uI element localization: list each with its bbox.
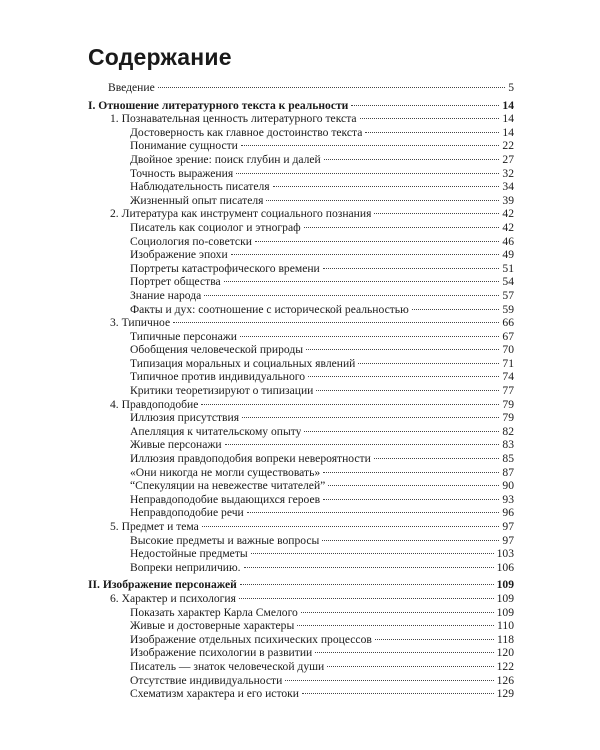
dot-leader [365,132,499,133]
toc-entry-label: Понимание сущности [130,139,238,153]
dot-leader [306,349,499,350]
toc-entry [88,561,514,575]
toc-entry-label: Типизация моральных и социальных явлений [130,356,356,370]
toc-entry-page: 96 [502,506,514,520]
toc-entry-page: 67 [502,329,514,343]
dot-leader [301,612,494,613]
toc-entry [88,221,514,235]
toc-entry-page: 70 [502,343,514,357]
toc-entry-label: 4. Правдоподобие [110,397,199,411]
toc-entry-page: 46 [502,234,514,248]
toc-entry [88,343,514,357]
toc-list [88,81,514,701]
toc-entry [88,411,514,425]
toc-entry [88,139,514,153]
toc-entry-page: 66 [502,316,514,330]
toc-entry-page: 71 [502,356,514,370]
toc-entry-page: 39 [502,193,514,207]
toc-entry-label: 2. Литература как инструмент социального познания [110,207,372,221]
dot-leader [239,598,494,599]
toc-entry-page: 34 [502,180,514,194]
toc-entry [88,479,514,493]
toc-entry [88,207,514,221]
toc-entry-label: Иллюзия правдоподобия вопреки невероятности [130,452,371,466]
toc-entry-label: Социология по-советски [130,234,252,248]
toc-entry [88,330,514,344]
toc-entry-label: Неправдоподобие речи [130,506,244,520]
toc-entry-page: 74 [502,370,514,384]
dot-leader [323,472,499,473]
dot-leader [202,526,500,527]
toc-entry [88,357,514,371]
toc-entry-label: 5. Предмет и тема [110,520,199,533]
toc-entry-label: Апелляция к читательскому опыту [130,424,302,438]
toc-entry [88,126,514,140]
toc-entry-page: 109 [496,605,514,619]
dot-leader [304,227,500,228]
toc-entry [88,303,514,317]
toc-entry [88,384,514,398]
toc-entry [88,112,514,126]
toc-entry [88,452,514,466]
toc-entry-page: 82 [502,424,514,438]
toc-entry-label: 3. Типичное [110,316,171,330]
toc-entry-page: 120 [496,646,514,660]
dot-leader [327,666,493,667]
toc-entry [88,619,514,633]
dot-leader [241,145,500,146]
toc-entry [88,370,514,384]
toc-entry-label: Живые и достоверные характеры [130,619,295,633]
toc-entry-label: Типичные персонажи [130,329,237,343]
toc-entry [88,534,514,548]
toc-entry-label: Писатель — знаток человеческой души [130,659,325,673]
toc-entry-page: 97 [502,520,514,533]
toc-entry-page: 42 [502,220,514,234]
toc-entry-label: Достоверность как главное достоинство текста [130,125,363,139]
toc-entry-page: 126 [496,673,514,687]
toc-entry [88,578,514,592]
toc-entry [88,99,514,113]
toc-entry-page: 93 [502,492,514,506]
toc-entry-page: 109 [496,578,514,592]
toc-entry-label: Изображение отдельных психических процессов [130,632,372,646]
toc-entry-label: Иллюзия присутствия [130,411,240,425]
dot-leader [304,431,499,432]
dot-leader [240,336,499,337]
toc-entry-page: 79 [502,397,514,411]
toc-entry [88,606,514,620]
toc-entry-page: 51 [502,261,514,275]
toc-entry-label: 1. Познавательная ценность литературного текста [110,112,357,126]
toc-entry-page: 5 [508,81,514,94]
dot-leader [285,680,493,681]
toc-entry-label: Недостойные предметы [130,547,248,561]
dot-leader [251,553,494,554]
toc-entry [88,275,514,289]
toc-entry-page: 110 [497,619,514,633]
toc-entry-label: Высокие предметы и важные вопросы [130,533,320,547]
dot-leader [242,417,499,418]
dot-leader [231,254,500,255]
dot-leader [324,159,500,160]
toc-entry-label: Схематизм характера и его истоки [130,687,299,701]
toc-entry-label: Отсутствие индивидуальности [130,673,283,687]
toc-entry-label: I. Отношение литературного текста к реальности [88,98,349,112]
toc-entry-page: 83 [502,438,514,452]
toc-entry-label: Живые персонажи [130,438,222,452]
page-title: Содержание [88,44,232,70]
toc-entry [88,592,514,606]
toc-entry [88,248,514,262]
toc-entry [88,235,514,249]
toc-entry [88,493,514,507]
toc-entry-page: 97 [502,533,514,547]
dot-leader [266,200,499,201]
dot-leader [375,639,494,640]
dot-leader [308,376,499,377]
dot-leader [204,295,499,296]
toc-entry [88,194,514,208]
toc-entry-label: Знание народа [130,288,202,302]
toc-entry-page: 42 [502,207,514,221]
dot-leader [374,458,500,459]
toc-entry [88,674,514,688]
toc-entry [88,316,514,330]
toc-entry-page: 85 [502,452,514,466]
toc-entry-label: Изображение психологии в развитии [130,646,313,660]
dot-leader [302,693,494,694]
toc-entry-page: 59 [502,302,514,316]
dot-leader [244,567,494,568]
toc-entry-page: 118 [497,632,514,646]
toc-entry-label: Наблюдательность писателя [130,180,270,194]
toc-entry-page: 57 [502,288,514,302]
toc-entry [88,687,514,701]
toc-entry-page: 90 [502,479,514,493]
toc-entry-label: Двойное зрение: поиск глубин и далей [130,152,321,166]
toc-entry-page: 79 [502,411,514,425]
toc-entry [88,180,514,194]
dot-leader [412,309,500,310]
dot-leader [358,363,499,364]
dot-leader [224,281,500,282]
toc-entry [88,398,514,412]
toc-entry-label: Портреты катастрофического времени [130,261,320,275]
toc-entry [88,167,514,181]
dot-leader [323,499,499,500]
dot-leader [158,87,505,88]
toc-entry-page: 14 [502,98,514,112]
dot-leader [201,404,499,405]
toc-entry-label: Писатель как социолог и этнограф [130,220,301,234]
dot-leader [225,444,500,445]
toc-entry-page: 77 [502,384,514,398]
toc-entry [88,646,514,660]
toc-entry-label: Жизненный опыт писателя [130,193,264,207]
toc-entry-page: 32 [502,166,514,180]
dot-leader [297,625,494,626]
toc-entry-page: 27 [502,152,514,166]
toc-entry-label: Показать характер Карла Смелого [130,605,298,619]
toc-entry [88,438,514,452]
dot-leader [360,118,500,119]
toc-entry [88,633,514,647]
toc-entry [88,520,514,534]
dot-leader [323,268,500,269]
toc-entry [88,153,514,167]
toc-entry-label: Портрет общества [130,275,221,289]
toc-entry-label: Обобщения человеческой природы [130,343,304,357]
toc-entry-page: 22 [502,139,514,153]
dot-leader [374,213,499,214]
toc-entry-label: Критики теоретизируют о типизации [130,384,314,398]
toc-entry [88,81,514,95]
toc-entry-page: 14 [502,125,514,139]
toc-entry-page: 122 [496,659,514,673]
toc-entry-label: 6. Характер и психология [110,591,236,605]
toc-entry-page: 106 [496,560,514,574]
toc-entry [88,262,514,276]
toc-entry-label: Неправдоподобие выдающихся героев [130,492,321,506]
toc-entry [88,466,514,480]
toc-entry [88,547,514,561]
dot-leader [322,540,499,541]
toc-entry-label: Изображение эпохи [130,248,228,262]
toc-entry [88,425,514,439]
toc-entry-label: Вопреки неприличию. [130,560,241,574]
toc-entry [88,660,514,674]
toc-entry-page: 49 [502,248,514,262]
dot-leader [315,652,493,653]
dot-leader [236,173,499,174]
toc-entry-label: «Они никогда не могли существовать» [130,465,321,479]
toc-entry-page: 109 [496,591,514,605]
dot-leader [328,485,499,486]
dot-leader [273,186,500,187]
toc-entry-label: Точность выражения [130,166,234,180]
dot-leader [316,390,499,391]
toc-entry-page: 14 [502,112,514,126]
dot-leader [255,241,500,242]
toc-entry-label: Введение [108,81,155,94]
toc-entry [88,506,514,520]
toc-entry-page: 54 [502,275,514,289]
toc-entry-label: Типичное против индивидуального [130,370,306,384]
toc-entry-label: II. Изображение персонажей [88,578,237,592]
toc-entry-page: 103 [496,547,514,561]
dot-leader [351,105,499,106]
toc-entry-label: “Спекуляции на невежестве читателей” [130,479,326,493]
dot-leader [173,322,499,323]
toc-entry-page: 87 [502,465,514,479]
dot-leader [247,512,500,513]
toc-entry-label: Факты и дух: соотношение с исторической реальностью [130,302,409,316]
toc-entry [88,289,514,303]
toc-entry-page: 129 [496,687,514,701]
dot-leader [240,584,494,585]
